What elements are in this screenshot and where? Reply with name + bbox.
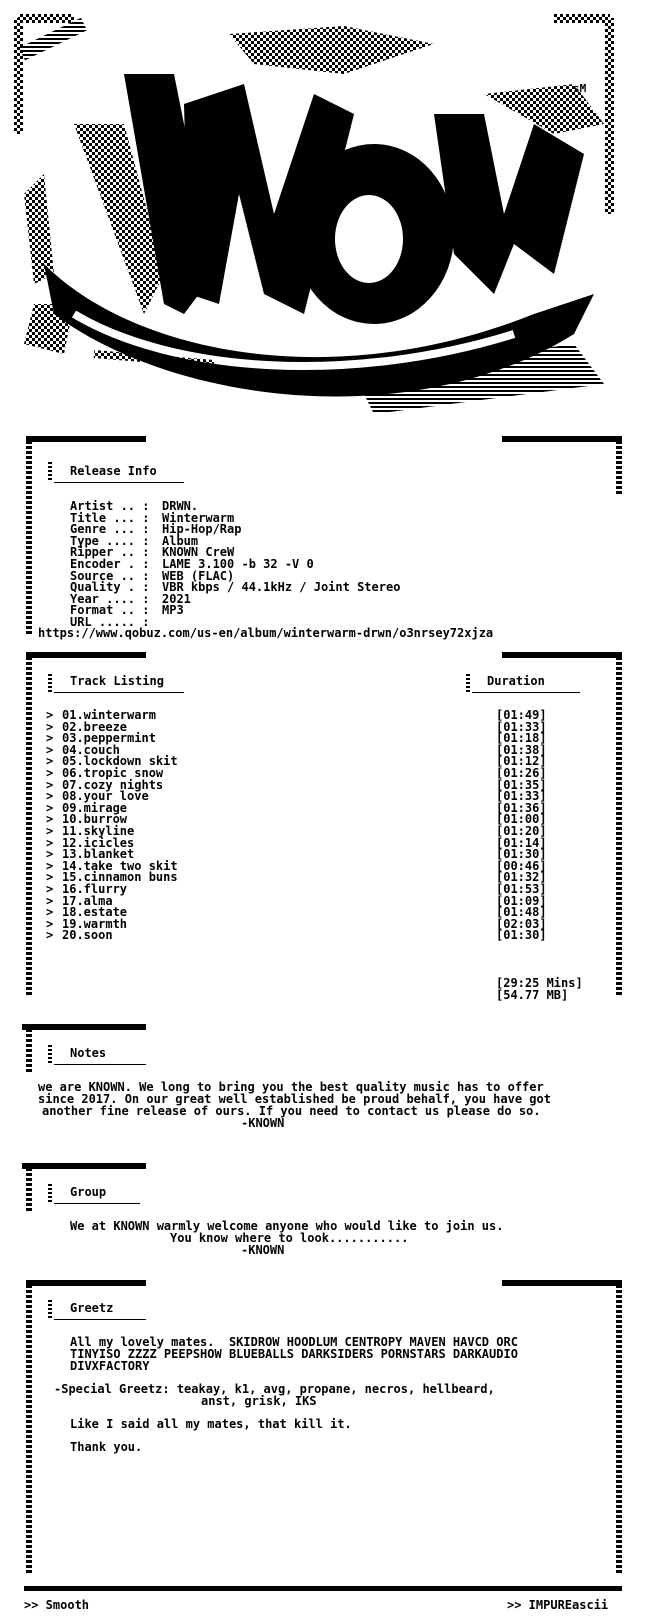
known-ascii-logo [14, 14, 614, 434]
track-title: 07.cozy nights [62, 777, 164, 792]
greetz-line-1: All my lovely mates. SKIDROW HOODLUM CENTROPY MAVEN HAVCD ORC [70, 1335, 518, 1349]
release-field-value: 2021 [162, 591, 191, 606]
track-title: 19.warmth [62, 916, 128, 931]
special-greetz-line-1: -Special Greetz: teakay, k1, avg, propane, necros, hellbeard, [54, 1382, 495, 1396]
track-duration: [01:12] [496, 754, 547, 769]
track-duration: [01:32] [496, 870, 547, 885]
track-marker-icon: > [46, 719, 54, 734]
track-marker-icon: > [46, 847, 54, 862]
group-line-2: You know where to look........... [170, 1231, 409, 1245]
group-signature: -KNOWN [241, 1243, 285, 1257]
footer-right-credit: >> IMPUREascii [507, 1598, 609, 1612]
header-bar-icon [48, 674, 52, 694]
track-marker-icon: > [46, 893, 54, 908]
track-duration: [01:18] [496, 731, 547, 746]
track-title: 04.couch [62, 742, 120, 757]
release-field-value: KNOWN CreW [162, 545, 235, 560]
release-field-label: Genre ... : [70, 522, 150, 537]
footer-left-credit: >> Smooth [24, 1598, 90, 1612]
track-duration: [01:33] [496, 789, 547, 804]
track-marker-icon: > [46, 916, 54, 931]
track-duration: [01:53] [496, 882, 547, 896]
release-url[interactable]: https://www.qobuz.com/us-en/album/winterwarm-drwn/o3nrsey72xjza [38, 626, 494, 640]
track-marker-icon: > [46, 800, 54, 815]
notes-line-3: another fine release of ours. If you need to contact us please do so. [42, 1104, 541, 1118]
track-duration: [01:09] [496, 893, 547, 908]
track-duration: [01:20] [496, 824, 547, 838]
heading-underline [54, 1064, 146, 1065]
release-field-value: WEB (FLAC) [162, 568, 235, 583]
track-listing-heading: Track Listing [70, 674, 164, 688]
notes-heading: Notes [70, 1046, 107, 1060]
release-field-value: LAME 3.100 -b 32 -V 0 [162, 557, 314, 571]
header-bar-icon [48, 462, 52, 482]
release-field-value: DRWN. [162, 499, 199, 513]
track-marker-icon: > [46, 870, 54, 885]
release-field-label: Ripper .. : [70, 545, 150, 560]
track-marker-icon: > [46, 731, 54, 746]
release-field-value: Album [162, 533, 199, 548]
logo-tag: sM [573, 82, 587, 95]
track-marker-icon: > [46, 905, 54, 920]
track-title: 01.winterwarm [62, 708, 156, 722]
track-title: 02.breeze [62, 719, 128, 734]
header-bar-icon [48, 1300, 52, 1320]
track-marker-icon: > [46, 824, 54, 838]
track-marker-icon: > [46, 928, 54, 943]
greetz-line-2: TINYISO ZZZZ PEEPSHOW BLUEBALLS DARKSIDERS PORNSTARS DARKAUDIO [70, 1347, 518, 1361]
release-field-label: Format .. : [70, 603, 150, 618]
track-title: 08.your love [62, 789, 149, 804]
track-duration: [01:30] [496, 928, 547, 943]
duration-heading: Duration [487, 674, 545, 688]
frame-top-border [26, 1280, 622, 1286]
track-title: 18.estate [62, 905, 128, 920]
track-title: 06.tropic snow [62, 766, 164, 780]
track-title: 14.take two skit [62, 858, 178, 873]
notes-line-2: since 2017. On our great well established be proud behalf, you have got [38, 1092, 551, 1106]
frame-right-border [616, 436, 622, 496]
frame-left-border [26, 1024, 32, 1074]
release-field-label: Artist .. : [70, 499, 150, 513]
heading-underline [54, 482, 184, 483]
heading-underline [54, 692, 184, 693]
track-marker-icon: > [46, 882, 54, 896]
release-field-label: Year .... : [70, 591, 150, 606]
track-duration: [01:00] [496, 812, 547, 827]
frame-left-border [26, 1163, 32, 1213]
release-field-label: Encoder . : [70, 557, 150, 571]
track-duration: [02:03] [496, 916, 547, 931]
track-duration: [01:30] [496, 847, 547, 862]
frame-left-border [26, 1280, 32, 1575]
notes-line-1: we are KNOWN. We long to bring you the best quality music has to offer [38, 1080, 544, 1094]
frame-right-border [616, 1280, 622, 1575]
release-field-value: VBR kbps / 44.1kHz / Joint Stereo [162, 580, 401, 595]
track-marker-icon: > [46, 766, 54, 780]
release-field-value: Winterwarm [162, 510, 235, 525]
release-field-label: Type .... : [70, 533, 150, 548]
track-marker-icon: > [46, 742, 54, 757]
frame-top-border [26, 1024, 142, 1030]
track-title: 20.soon [62, 928, 113, 943]
release-info-heading: Release Info [70, 464, 157, 478]
group-line-1: We at KNOWN warmly welcome anyone who would like to join us. [70, 1219, 504, 1233]
track-title: 10.burrow [62, 812, 128, 827]
track-duration: [01:35] [496, 777, 547, 792]
track-duration: [01:38] [496, 742, 547, 757]
track-title: 13.blanket [62, 847, 135, 862]
total-size: [54.77 MB] [496, 988, 569, 1002]
release-field-value: Hip-Hop/Rap [162, 522, 242, 537]
track-duration: [01:48] [496, 905, 547, 920]
track-title: 16.flurry [62, 882, 128, 896]
greetz-line-3: DIVXFACTORY [70, 1359, 150, 1373]
release-field-label: URL ..... : [70, 615, 150, 629]
frame-left-border [26, 652, 32, 997]
release-field-value: MP3 [162, 603, 184, 618]
track-title: 12.icicles [62, 835, 135, 850]
track-marker-icon: > [46, 754, 54, 769]
release-field-label: Quality . : [70, 580, 150, 595]
frame-right-border [616, 652, 622, 997]
track-title: 15.cinnamon buns [62, 870, 178, 885]
header-bar-icon [48, 1184, 52, 1204]
track-marker-icon: > [46, 835, 54, 850]
heading-underline [54, 1203, 140, 1204]
release-field-label: Source .. : [70, 568, 150, 583]
track-duration: [01:14] [496, 835, 547, 850]
track-title: 11.skyline [62, 824, 135, 838]
bottom-border [24, 1586, 622, 1591]
track-duration: [01:26] [496, 766, 547, 780]
frame-left-border [26, 436, 32, 636]
track-marker-icon: > [46, 777, 54, 792]
release-field-label: Title ... : [70, 510, 150, 525]
group-heading: Group [70, 1185, 107, 1199]
greetz-closing: Like I said all my mates, that kill it. [70, 1417, 352, 1431]
notes-signature: -KNOWN [241, 1116, 285, 1130]
greetz-thanks: Thank you. [70, 1440, 143, 1454]
frame-top-border [26, 436, 622, 442]
track-duration: [00:46] [496, 858, 547, 873]
heading-underline [54, 1319, 146, 1320]
special-greetz-line-2: anst, grisk, IKS [201, 1394, 317, 1408]
track-marker-icon: > [46, 708, 54, 722]
track-title: 09.mirage [62, 800, 128, 815]
track-duration: [01:49] [496, 708, 547, 722]
track-duration: [01:33] [496, 719, 547, 734]
heading-underline [472, 692, 580, 693]
track-duration: [01:36] [496, 800, 547, 815]
greetz-heading: Greetz [70, 1301, 114, 1315]
frame-top-border [26, 652, 622, 658]
track-marker-icon: > [46, 812, 54, 827]
track-title: 05.lockdown skit [62, 754, 178, 769]
track-marker-icon: > [46, 789, 54, 804]
track-title: 03.peppermint [62, 731, 156, 746]
total-time: [29:25 Mins] [496, 976, 583, 990]
header-bar-icon [466, 674, 470, 694]
frame-top-border [26, 1163, 142, 1169]
track-marker-icon: > [46, 858, 54, 873]
header-bar-icon [48, 1045, 52, 1065]
track-title: 17.alma [62, 893, 113, 908]
group-section [26, 1163, 622, 1263]
